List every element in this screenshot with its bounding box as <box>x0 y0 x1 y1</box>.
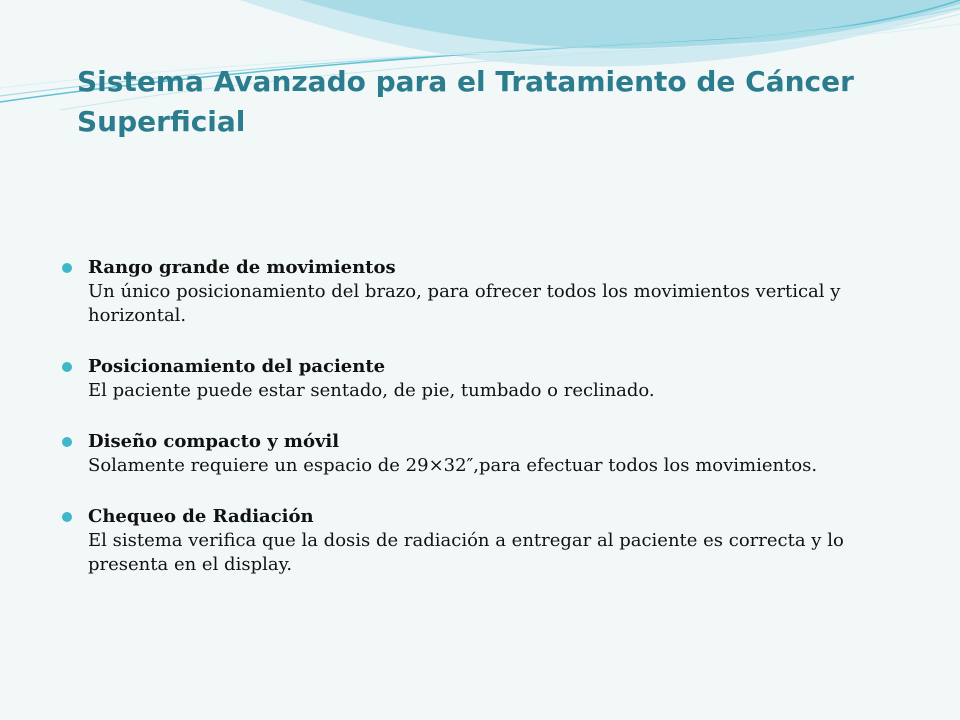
bullet-icon <box>62 512 72 522</box>
bullet-item-radiation-check <box>62 505 922 577</box>
bullet-body: Un único posicionamiento del brazo, para ofrecer todos los movimientos vertical y horizontal. <box>88 281 841 326</box>
bullet-heading: Posicionamiento del paciente <box>88 356 386 377</box>
bullet-heading: Chequeo de Radiación <box>88 506 314 527</box>
bullet-icon <box>62 362 72 372</box>
slide-title: Sistema Avanzado para el Tratamiento de Cáncer Superficial <box>77 65 854 138</box>
bullet-icon <box>62 263 72 273</box>
bullet-body: El paciente puede estar sentado, de pie, tumbado o reclinado. <box>88 380 655 401</box>
bullet-body: El sistema verifica que la dosis de radiación a entregar al paciente es correcta y lo presenta en el display. <box>88 530 844 575</box>
bullet-item-patient-positioning <box>62 355 922 403</box>
bullet-item-compact-design <box>62 430 922 478</box>
bullet-list <box>62 256 922 604</box>
bullet-item-range <box>62 256 922 328</box>
bullet-icon <box>62 437 72 447</box>
bullet-heading: Diseño compacto y móvil <box>88 431 340 452</box>
bullet-heading: Rango grande de movimientos <box>88 257 396 278</box>
bullet-body: Solamente requiere un espacio de 29×32″,para efectuar todos los movimientos. <box>88 455 818 476</box>
